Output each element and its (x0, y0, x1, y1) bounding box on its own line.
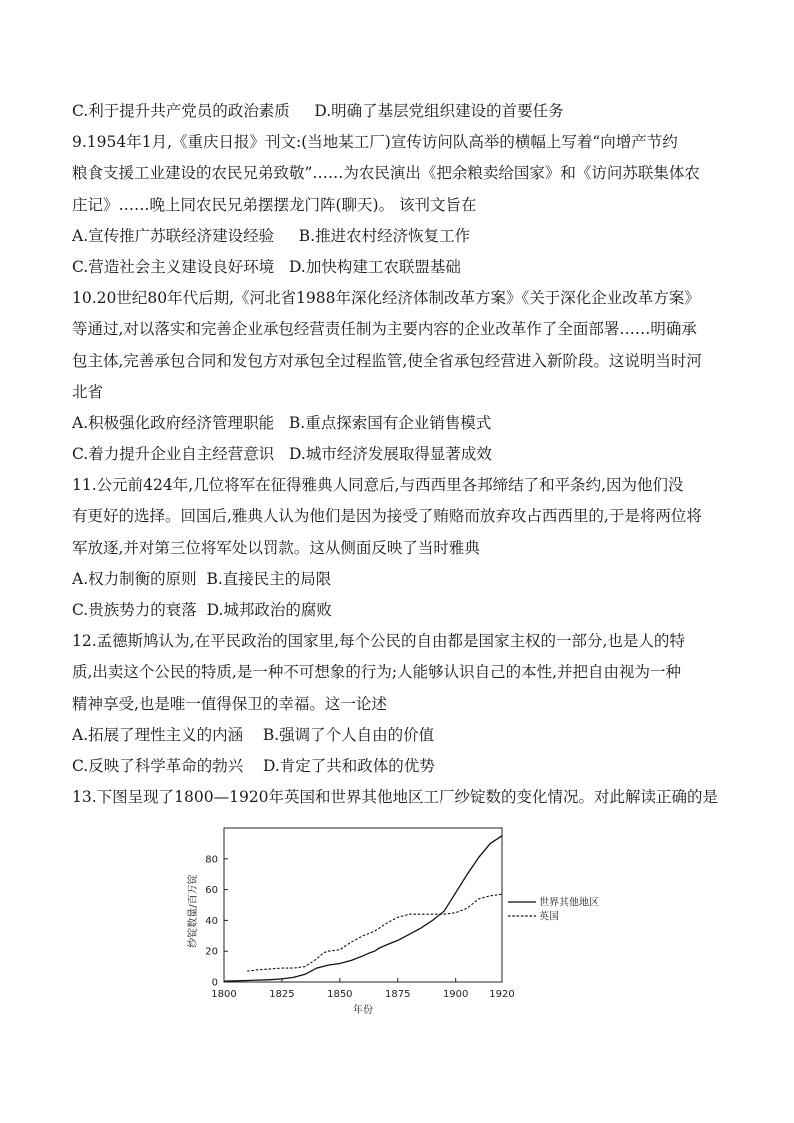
text-line: 9.1954年1月,《重庆日报》刊文:(当地某工厂)宣传访问队高举的横幅上写着“向增产节约 (72, 133, 678, 152)
text-line: C.营造社会主义建设良好环境 D.加快构建工农联盟基础 (72, 257, 461, 276)
spindle-chart (180, 822, 620, 1017)
text-line: C.着力提升企业自主经营意识 D.城市经济发展取得显著成效 (72, 445, 492, 464)
text-line: 11.公元前424年,几位将军在征得雅典人同意后,与西西里各邦缔结了和平条约,因为他们没 (72, 476, 684, 495)
text-line: 有更好的选择。回国后,雅典人认为他们是因为接受了贿赂而放弃攻占西西里的,于是将两位将 (72, 507, 702, 526)
chart-svg (180, 822, 620, 1017)
text-line: 13.下图呈现了1800—1920年英国和世界其他地区工厂纱锭数的变化情况。对此解读正确的是 (72, 788, 719, 807)
text-line: 12.孟德斯鸠认为,在平民政治的国家里,每个公民的自由都是国家主权的一部分,也是人的特 (72, 632, 685, 651)
text-line: 质,出卖这个公民的特质,是一种不可想象的行为;人能够认识自己的本性,并把自由视为一种 (72, 663, 682, 682)
x-tick-label: 1900 (442, 989, 469, 1000)
text-line: 军放逐,并对第三位将军处以罚款。这从侧面反映了当时雅典 (72, 538, 480, 557)
x-axis-label: 年份 (353, 1005, 373, 1016)
text-line: 北省 (72, 382, 104, 401)
y-tick-label: 20 (205, 946, 218, 958)
question-text (72, 96, 732, 813)
series-line-rest-of-world (224, 836, 502, 982)
text-line: C.反映了科学革命的勃兴 D.肯定了共和政体的优势 (72, 756, 435, 775)
legend-label: 英国 (539, 911, 559, 923)
y-tick-label: 40 (205, 915, 218, 927)
y-tick-label: 0 (211, 977, 218, 989)
text-line: 精神享受,也是唯一值得保卫的幸福。这一论述 (72, 694, 387, 713)
plot-frame (224, 828, 502, 982)
series-line-uk (247, 894, 502, 971)
text-line: C.利于提升共产党员的政治素质 D.明确了基层党组织建设的首要任务 (72, 102, 564, 120)
x-tick-label: 1850 (327, 989, 353, 1000)
x-tick-label: 1920 (489, 989, 515, 1000)
text-line: A.拓展了理性主义的内涵 B.强调了个人自由的价值 (72, 725, 435, 744)
y-tick-label: 60 (205, 885, 218, 897)
text-line: C.贵族势力的衰落 D.城邦政治的腐败 (72, 601, 332, 619)
y-axis-label: 纱锭数量/百万锭 (188, 874, 199, 948)
text-line: 包主体,完善承包合同和发包方对承包全过程监管,使全省承包经营进入新阶段。这说明当时河 (72, 351, 702, 370)
x-tick-label: 1825 (269, 989, 295, 1000)
x-tick-label: 1800 (211, 989, 237, 1000)
text-line: A.权力制衡的原则 B.直接民主的局限 (72, 569, 332, 588)
x-tick-label: 1875 (385, 989, 411, 1000)
text-line: A.积极强化政府经济管理职能 B.重点探索国有企业销售模式 (72, 413, 492, 432)
legend-label: 世界其他地区 (539, 897, 599, 909)
text-line: 粮食支援工业建设的农民兄弟致敬”……为农民演出《把余粮卖给国家》和《访问苏联集体农 (72, 164, 700, 183)
y-tick-label: 80 (205, 854, 218, 866)
text-line: 庄记》……晚上同农民兄弟摆摆龙门阵(聊天)。 该刊文旨在 (72, 195, 477, 214)
text-line: A.宣传推广苏联经济建设经验 B.推进农村经济恢复工作 (72, 226, 471, 245)
text-line: 10.20世纪80年代后期,《河北省1988年深化经济体制改革方案》《关于深化企业改革方案》 (72, 289, 700, 308)
text-line: 等通过,对以落实和完善企业承包经营责任制为主要内容的企业改革作了全面部署……明确承 (72, 320, 697, 339)
